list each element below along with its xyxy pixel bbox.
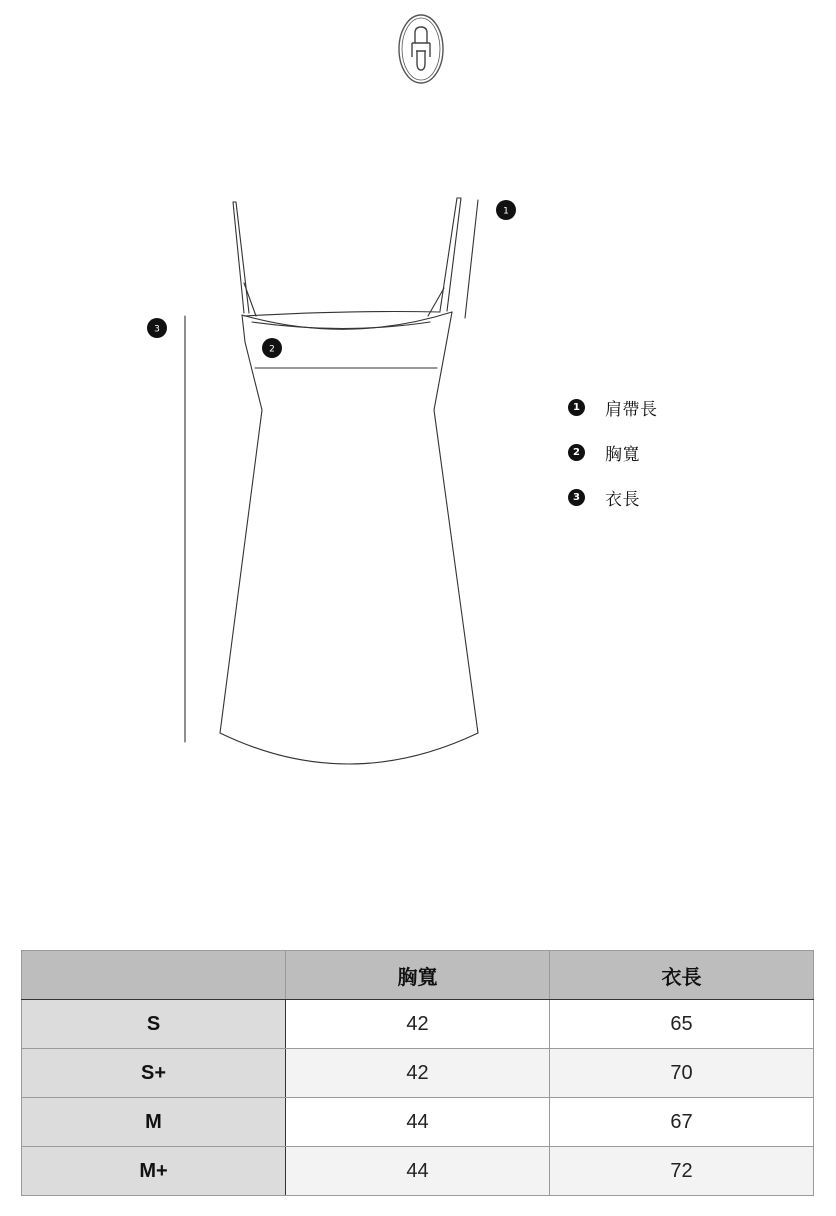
column-header-chest: 胸寬 [286,951,550,1000]
length-value: 67 [550,1098,814,1147]
size-label: M [22,1098,286,1147]
chest-value: 42 [286,1000,550,1049]
marker-chest [262,338,282,358]
legend-label: 肩帶長 [605,399,658,420]
size-chart-table [21,950,814,1196]
legend-item-strap [568,394,768,420]
table-row [22,1098,814,1147]
table-row [22,1000,814,1049]
column-header-length: 衣長 [550,951,814,1000]
length-value: 72 [550,1147,814,1196]
svg-text:2: 2 [269,344,275,355]
chest-value: 44 [286,1147,550,1196]
legend-item-chest [568,439,768,465]
skirt-left [220,410,262,733]
left-strap [233,202,249,313]
table-row [22,1049,814,1098]
skirt-right [434,410,478,733]
table-header-row [22,951,814,1000]
hem [220,733,478,764]
legend-label: 衣長 [605,489,640,510]
chest-value: 44 [286,1098,550,1147]
legend-number-badge: 2 [568,444,585,461]
size-label: M+ [22,1147,286,1196]
chest-value: 42 [286,1049,550,1098]
size-label: S+ [22,1049,286,1098]
length-value: 65 [550,1000,814,1049]
legend-item-length [568,484,768,510]
table-corner-cell [22,951,286,1000]
measurement-legend [568,394,768,529]
size-label: S [22,1000,286,1049]
marker-length [147,318,167,338]
marker-strap [496,200,516,220]
legend-number-badge: 1 [568,399,585,416]
table-row [22,1147,814,1196]
length-value: 70 [550,1049,814,1098]
svg-text:1: 1 [503,206,509,217]
legend-number-badge: 3 [568,489,585,506]
legend-label: 胸寬 [605,444,640,465]
svg-text:3: 3 [154,324,160,335]
strap-measure-line [465,200,478,318]
